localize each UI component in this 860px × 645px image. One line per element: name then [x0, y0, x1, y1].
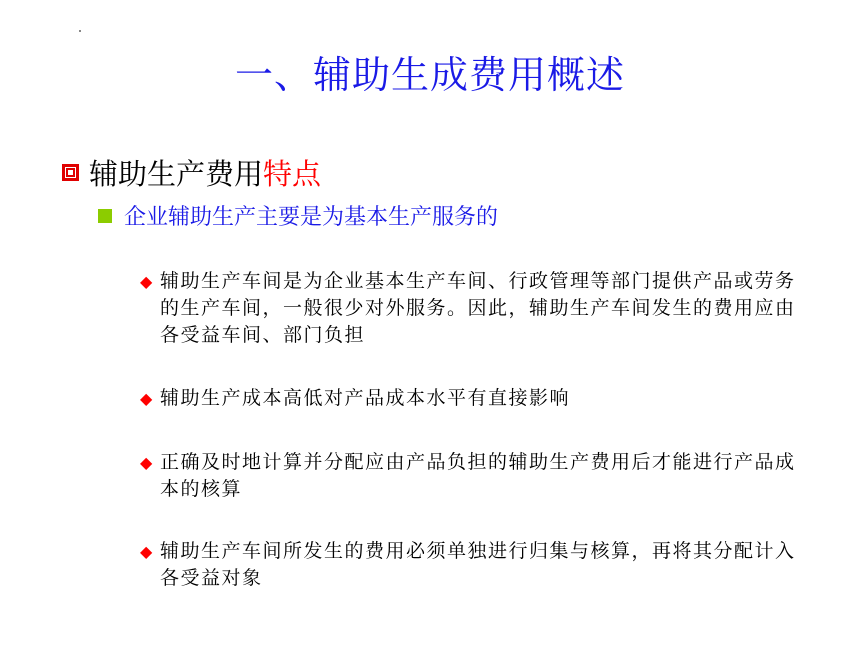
bullet-item: [140, 385, 810, 412]
decorative-dot: [79, 30, 81, 32]
red-diamond-icon: ◆: [140, 389, 153, 408]
red-diamond-icon: ◆: [140, 542, 153, 561]
section-heading: [62, 152, 321, 193]
bullet-item: [140, 538, 810, 592]
bullet-item: [140, 268, 810, 349]
subheading-text: 企业辅助生产主要是为基本生产服务的: [124, 205, 499, 230]
heading-text: 辅助生产费用: [89, 157, 264, 191]
hollow-square-icon: [62, 164, 79, 181]
bullet-text: 正确及时地计算并分配应由产品负担的辅助生产费用后才能进行产品成本的核算: [160, 451, 796, 500]
subheading: [98, 200, 498, 231]
bullet-text: 辅助生产车间是为企业基本生产车间、行政管理等部门提供产品或劳务的生产车间，一般很少对外服务。因此，辅助生产车间发生的费用应由各受益车间、部门负担: [160, 270, 796, 346]
green-square-icon: [98, 209, 112, 223]
bullet-text: 辅助生产成本高低对产品成本水平有直接影响: [160, 387, 571, 409]
red-diamond-icon: ◆: [140, 272, 153, 291]
bullet-text: 辅助生产车间所发生的费用必须单独进行归集与核算，再将其分配计入各受益对象: [160, 540, 796, 589]
bullet-item: [140, 449, 810, 503]
slide-title: 一、辅助生成费用概述: [234, 53, 625, 97]
heading-highlight: 特点: [263, 157, 322, 191]
red-diamond-icon: ◆: [140, 453, 153, 472]
